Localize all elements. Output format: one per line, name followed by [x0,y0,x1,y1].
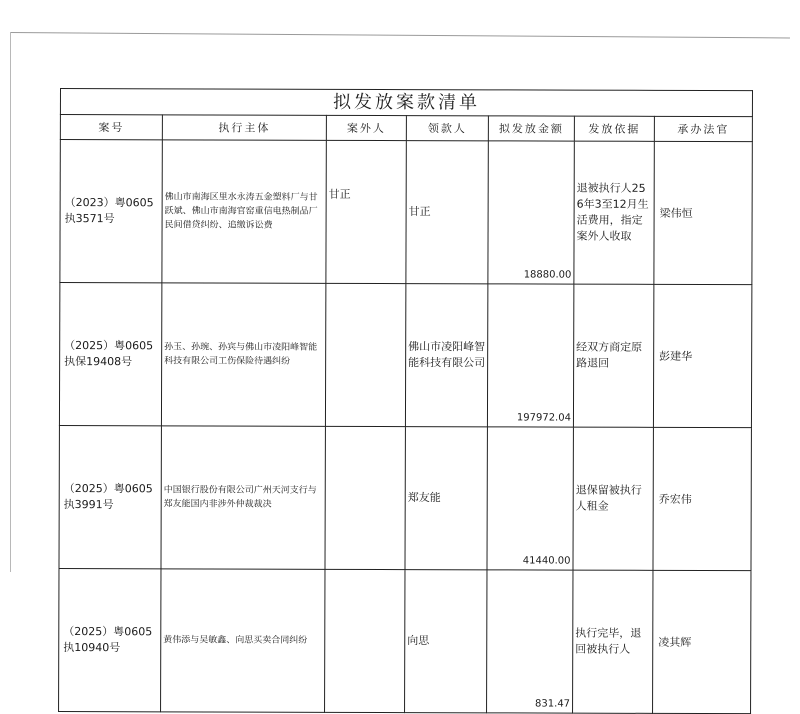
page-edge-left [10,32,11,572]
judge: 乔宏伟 [653,427,752,570]
case-number: （2025）粤0605执3991号 [59,425,161,568]
execution-subject: 孙玉、孙琬、孙宾与佛山市凌阳峰智能科技有限公司工伤保险待遇纠纷 [161,283,325,427]
execution-subject: 佛山市南海区里水永涛五金塑料厂与甘跃斌、佛山市南海官窑重信电热制品厂民间借贷纠纷、追缴诉讼费 [162,140,326,284]
judge: 梁伟恒 [654,141,753,284]
outsider [325,426,405,569]
amount: 41440.00 [487,427,573,570]
disbursement-table [58,88,753,714]
column-header: 领款人 [406,116,488,141]
payee: 郑友能 [405,427,487,570]
case-number: （2023）粤0605执3571号 [60,140,162,283]
case-number: （2025）粤0605执保19408号 [59,283,161,426]
basis: 退被执行人256年3至12月生活费用，指定案外人收取 [574,141,654,284]
amount: 18880.00 [488,141,574,284]
table-row [59,283,752,428]
page-title: 拟发放案款清单 [60,89,752,117]
execution-subject: 黄伟添与吴敏鑫、向思买卖合同纠纷 [161,569,325,713]
page-edge-top [10,32,790,38]
column-header: 发放依据 [574,116,654,141]
payee: 甘正 [406,141,488,284]
basis: 经双方商定原路退回 [573,284,653,427]
judge: 彭建华 [653,284,752,427]
payee: 向思 [405,570,487,713]
column-header: 案外人 [326,115,406,140]
column-header: 执行主体 [162,115,326,141]
basis: 执行完毕，退回被执行人 [573,570,653,713]
outsider [325,569,405,712]
amount: 831.47 [487,570,573,713]
outsider [325,283,405,426]
basis: 退保留被执行人租金 [573,427,653,570]
execution-subject: 中国银行股份有限公司广州天河支行与郑友能国内非涉外仲裁裁决 [161,426,325,570]
column-header: 案号 [60,115,162,140]
table-row [59,568,752,713]
column-header: 承办法官 [654,116,752,141]
table-row [60,140,753,285]
judge: 凌其辉 [653,570,752,713]
case-number: （2025）粤0605执10940号 [59,568,161,711]
outsider: 甘正 [326,140,406,283]
table-row [59,425,752,570]
amount: 197972.04 [487,284,573,427]
disbursement-sheet [59,88,752,710]
table-header-row [60,115,752,142]
column-header: 拟发放金额 [488,116,574,141]
payee: 佛山市凌阳峰智能科技有限公司 [405,284,487,427]
